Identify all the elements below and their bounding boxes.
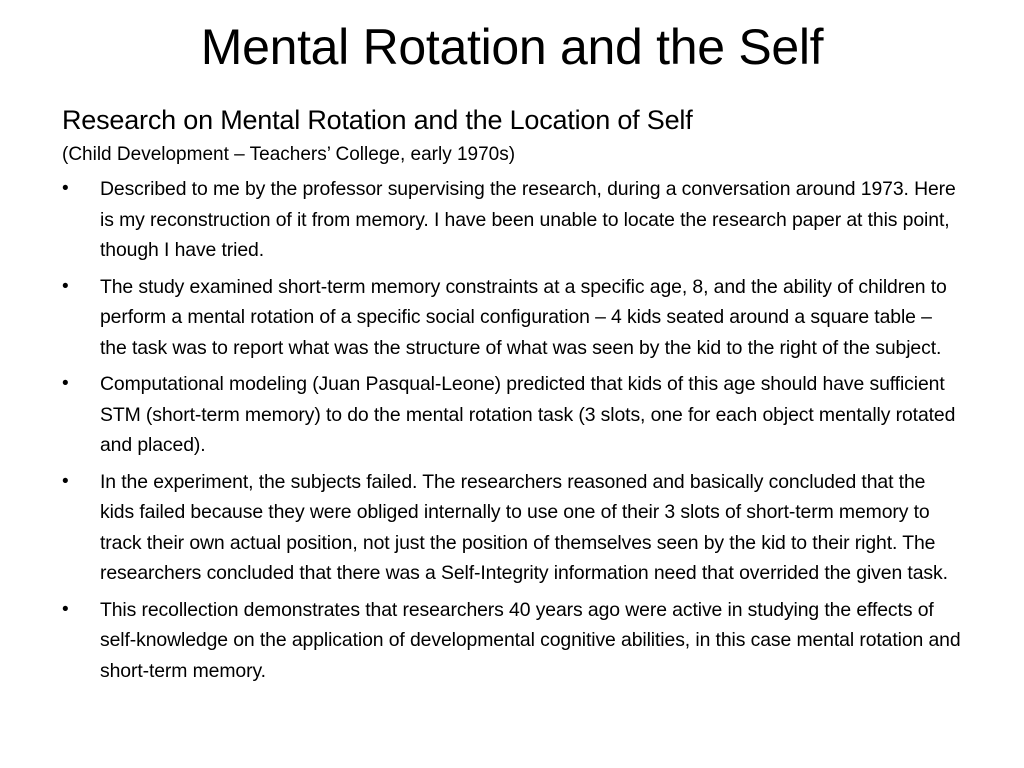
slide-title: Mental Rotation and the Self bbox=[200, 19, 824, 75]
bullet-icon: • bbox=[62, 598, 69, 620]
bullet-item bbox=[62, 272, 962, 364]
bullet-text: In the experiment, the subjects failed. The researchers reasoned and basically concluded that the kids failed because they were obliged internally to use one of their 3 slots of short-term memory to track their own actual position, not just the position of themselves seen by the kid to their right. The researchers concluded that there was a Self-Integrity information need that overrided the given task. bbox=[100, 470, 948, 584]
bullet-item bbox=[62, 369, 962, 461]
source-note: (Child Development – Teachers’ College, early 1970s) bbox=[62, 144, 516, 165]
bullet-text: This recollection demonstrates that researchers 40 years ago were active in studying the effects of self-knowledge on the application of developmental cognitive abilities, in this case mental rotation and short-term memory. bbox=[100, 598, 961, 682]
bullet-item bbox=[62, 595, 962, 687]
bullet-item bbox=[62, 174, 962, 266]
bullet-icon: • bbox=[62, 275, 69, 297]
bullet-icon: • bbox=[62, 178, 69, 199]
bullet-item bbox=[62, 467, 962, 589]
bullet-icon: • bbox=[62, 470, 69, 492]
slide-content bbox=[62, 102, 962, 692]
bullet-list bbox=[62, 174, 962, 686]
bullet-icon: • bbox=[62, 373, 69, 394]
bullet-text: Described to me by the professor supervising the research, during a conversation around 1973. Here is my reconstruction of it from memory. I have been unable to locate the research paper at this point, though I have tried. bbox=[100, 178, 956, 261]
slide-subtitle: Research on Mental Rotation and the Location of Self bbox=[62, 105, 693, 135]
bullet-text: The study examined short-term memory constraints at a specific age, 8, and the ability of children to perform a mental rotation of a specific social configuration – 4 kids seated around a square table – the task was to report what was the structure of what was seen by the kid to the right of the subject. bbox=[100, 275, 947, 359]
bullet-text: Computational modeling (Juan Pasqual-Leone) predicted that kids of this age should have sufficient STM (short-term memory) to do the mental rotation task (3 slots, one for each object mentally rotated and placed). bbox=[100, 373, 956, 456]
